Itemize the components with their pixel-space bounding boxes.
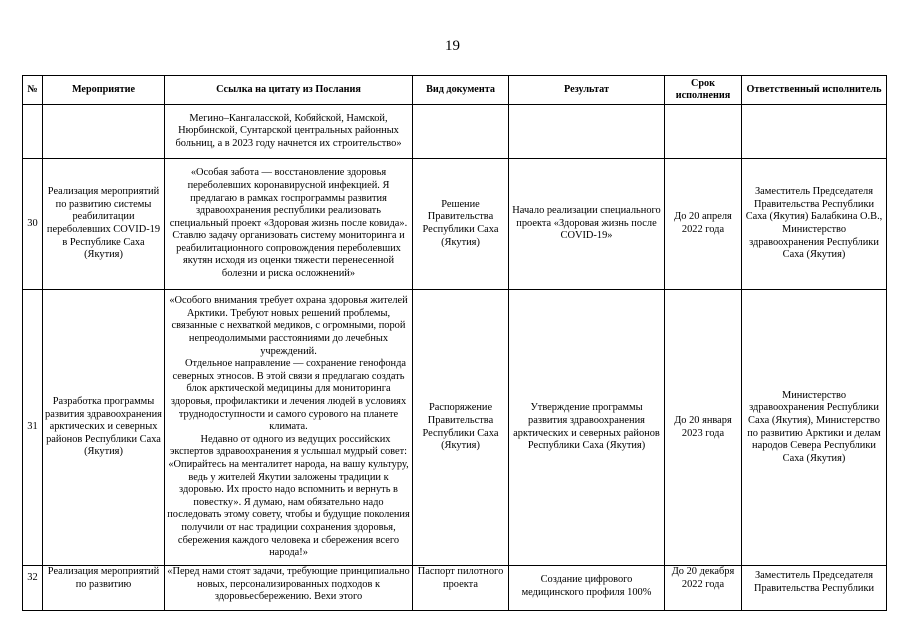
table-row bbox=[23, 566, 887, 611]
cell-result: Утверждение программы развития здравоохранения арктических и северных районов Республики Саха (Якутия) bbox=[509, 290, 665, 566]
cell-deadline: До 20 апреля 2022 года bbox=[665, 159, 742, 290]
cell-result bbox=[509, 566, 665, 611]
quote-paragraph: Отдельное направление — сохранение генофонда северных этносов. В этой связи я предлагаю создать блок арктической медицины для мониторинга здоровья, профилактики и лечения людей в условиях труднодоступности и самого сурового на планете климата. bbox=[170, 358, 407, 433]
cell-num: 32 bbox=[23, 566, 43, 611]
cell-event: Реализация мероприятий по развитию системы реабилитации переболевших COVID-19 в Республике Саха (Якутия) bbox=[43, 159, 165, 290]
cell-deadline bbox=[665, 566, 742, 611]
cell-responsible bbox=[742, 566, 887, 611]
cell-num bbox=[23, 105, 43, 159]
cell-event bbox=[43, 105, 165, 159]
header-doc-type: Вид документа bbox=[413, 76, 509, 105]
cell-deadline bbox=[665, 105, 742, 159]
page-number: 19 bbox=[445, 38, 460, 54]
header-event: Мероприятие bbox=[43, 76, 165, 105]
cell-doc-type bbox=[413, 105, 509, 159]
table-row bbox=[23, 159, 887, 290]
quote-paragraph: «Перед нами стоят задачи, требующие принципиально новых, персонализированных подходов к здоровьесбережению. Вехи этого bbox=[167, 566, 410, 602]
cell-result-text: Создание цифрового медицинского профиля 100% bbox=[521, 574, 652, 598]
header-responsible: Ответственный исполнитель bbox=[742, 76, 887, 105]
header-quote: Ссылка на цитату из Послания bbox=[165, 76, 413, 105]
quote-paragraph: «Особая забота — восстановление здоровья переболевших коронавирусной инфекцией. Я предлагаю в рамках госпрограммы развития здравоохранения республики реализовать специальный проект «Здоровая жизнь после ковида». Ставлю задачу организовать систему мониторинга и реабилитационного сопровождения переболевших якутян исходя из оценки тяжести перенесенной болезни и риска осложнений» bbox=[169, 167, 408, 280]
table-header-row bbox=[23, 76, 887, 105]
cell-doc-type: Решение Правительства Республики Саха (Якутия) bbox=[413, 159, 509, 290]
cell-responsible: Заместитель Председателя Правительства Республики Саха (Якутия) Балабкина О.В., Министерство здравоохранения Республики Саха (Якутия) bbox=[742, 159, 887, 290]
cell-result: Начало реализации специального проекта «Здоровая жизнь после COVID-19» bbox=[509, 159, 665, 290]
header-result: Результат bbox=[509, 76, 665, 105]
quote-paragraph: «Особого внимания требует охрана здоровья жителей Арктики. Требуют новых решений проблемы, связанные с нехваткой медиков, с огромными, порой непреодолимыми расстояниями до лечебных учреждений. bbox=[169, 295, 408, 357]
header-deadline: Срок исполнения bbox=[665, 76, 742, 105]
cell-doc-type-text: Паспорт пилотного проекта bbox=[417, 566, 504, 590]
cell-quote bbox=[165, 159, 413, 290]
cell-num: 31 bbox=[23, 290, 43, 566]
cell-event-text: Реализация мероприятий по развитию bbox=[47, 566, 160, 590]
cell-num: 30 bbox=[23, 159, 43, 290]
table-row bbox=[23, 290, 887, 566]
cell-doc-type bbox=[413, 566, 509, 611]
cell-deadline-text: До 20 декабря 2022 года bbox=[671, 566, 735, 590]
cell-quote bbox=[165, 290, 413, 566]
header-num: № bbox=[23, 76, 43, 105]
cell-responsible: Министерство здравоохранения Республики Саха (Якутия), Министерство по развитию Арктики и делам народов Севера Республики Саха (Якутия) bbox=[742, 290, 887, 566]
quote-paragraph: Недавно от одного из ведущих российских экспертов здравоохранения я услышал мудрый совет: «Опирайтесь на менталитет народа, на вашу культуру, ведь у жителей Якутии заложены традиции к здоровью. Их просто надо вспомнить и вернуть в повестку». Я думаю, нам обязательно надо последовать этому совету, чтобы и будущие поколения получили от нас традиции сохранения здоровья, сбережения каждого человека и сбережения всего народа!» bbox=[167, 433, 410, 559]
cell-event bbox=[43, 566, 165, 611]
cell-deadline: До 20 января 2023 года bbox=[665, 290, 742, 566]
cell-responsible bbox=[742, 105, 887, 159]
cell-result bbox=[509, 105, 665, 159]
cell-quote bbox=[165, 566, 413, 611]
action-plan-table bbox=[22, 75, 887, 611]
cell-doc-type: Распоряжение Правительства Республики Саха (Якутия) bbox=[413, 290, 509, 566]
cell-event: Разработка программы развития здравоохранения арктических и северных районов Республики Саха (Якутия) bbox=[43, 290, 165, 566]
cell-quote: Мегино–Кангаласской, Кобяйской, Намской, Нюрбинской, Сунтарской центральных районных больниц, а в 2023 году начнется их строительство» bbox=[165, 105, 413, 159]
cell-responsible-text: Заместитель Председателя Правительства Республики bbox=[753, 570, 875, 594]
table-row-continued bbox=[23, 105, 887, 159]
